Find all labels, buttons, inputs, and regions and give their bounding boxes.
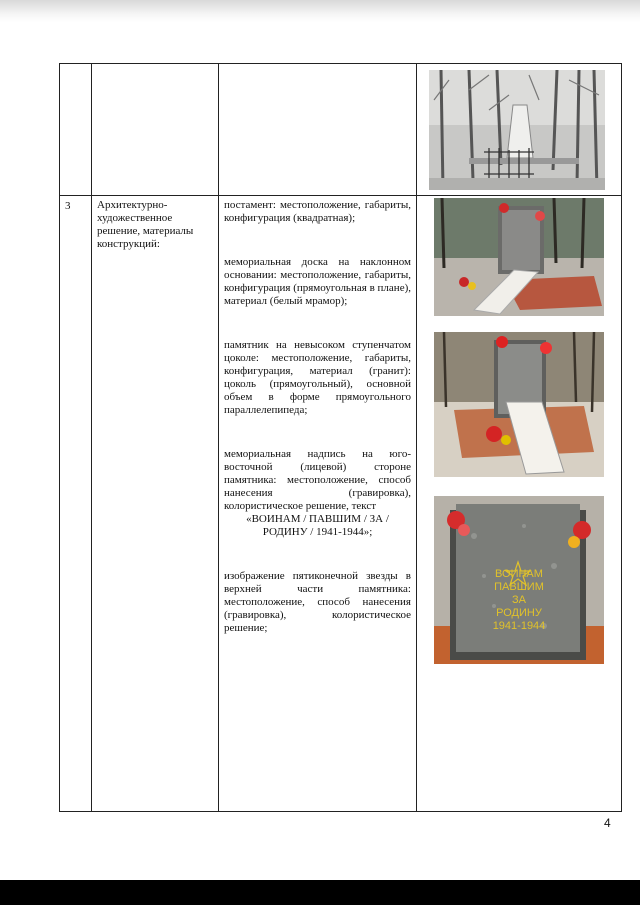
item-monument: памятник на невысоком ступенчатом цоколе: местоположение, габариты, конфигурация, материал (гранит): цоколь (прямоугольный), основной объем в форме прямоугольного параллелепипеда; [224,339,411,416]
page-number: 4 [604,816,611,830]
item-star: изображение пятиконечной звезды в верхней части памятника: местоположение, способ нанесения (гравировка), колористическое решение; [224,570,411,634]
inscription-line-5: 1941-1944 [492,620,546,632]
photo-memorial-overview [434,198,604,316]
photo-memorial-side [434,332,604,477]
inscription-text: мемориальная надпись на юго-восточной (лицевой) стороне памятника: местоположение, способ нанесения (гравировка), колористическое решение, текст [224,448,411,512]
prev-row-name-cell [92,64,219,196]
photos-cell [417,196,622,812]
inscription-line-1: ВОИНАМ [495,568,543,580]
prev-row-photo-cell [417,64,622,196]
photo-memorial-front [434,496,604,664]
scan-top-edge [0,0,640,22]
inscription-line-2: ПАВШИМ [494,581,544,593]
item-inscription [224,448,411,539]
photo-inscription [434,496,604,633]
prev-row-description-cell [219,64,417,196]
item-pedestal: постамент: местоположение, габариты, конфигурация (квадратная); [224,199,411,224]
inscription-line-3: ЗА [512,594,526,606]
photo-archive-bw [429,70,605,190]
table-row-3 [60,196,622,812]
item-memorial-plaque: мемориальная доска на наклонном основании: местоположение, габариты, конфигурация (прямоугольная в плане), материал (белый мрамор); [224,256,411,307]
memorial-description-table [59,63,622,812]
scan-bottom-edge [0,880,640,905]
inscription-quote: «ВОИНАМ / ПАВШИМ / ЗА / РОДИНУ / 1941-1944»; [246,513,389,538]
description-cell [219,196,417,812]
row-number: 3 [60,196,92,812]
prev-row-number-cell [60,64,92,196]
inscription-line-4: РОДИНУ [496,607,542,619]
table-row-previous [60,64,622,196]
section-name: Архитектурно-художественное решение, материалы конструкций: [92,196,219,812]
